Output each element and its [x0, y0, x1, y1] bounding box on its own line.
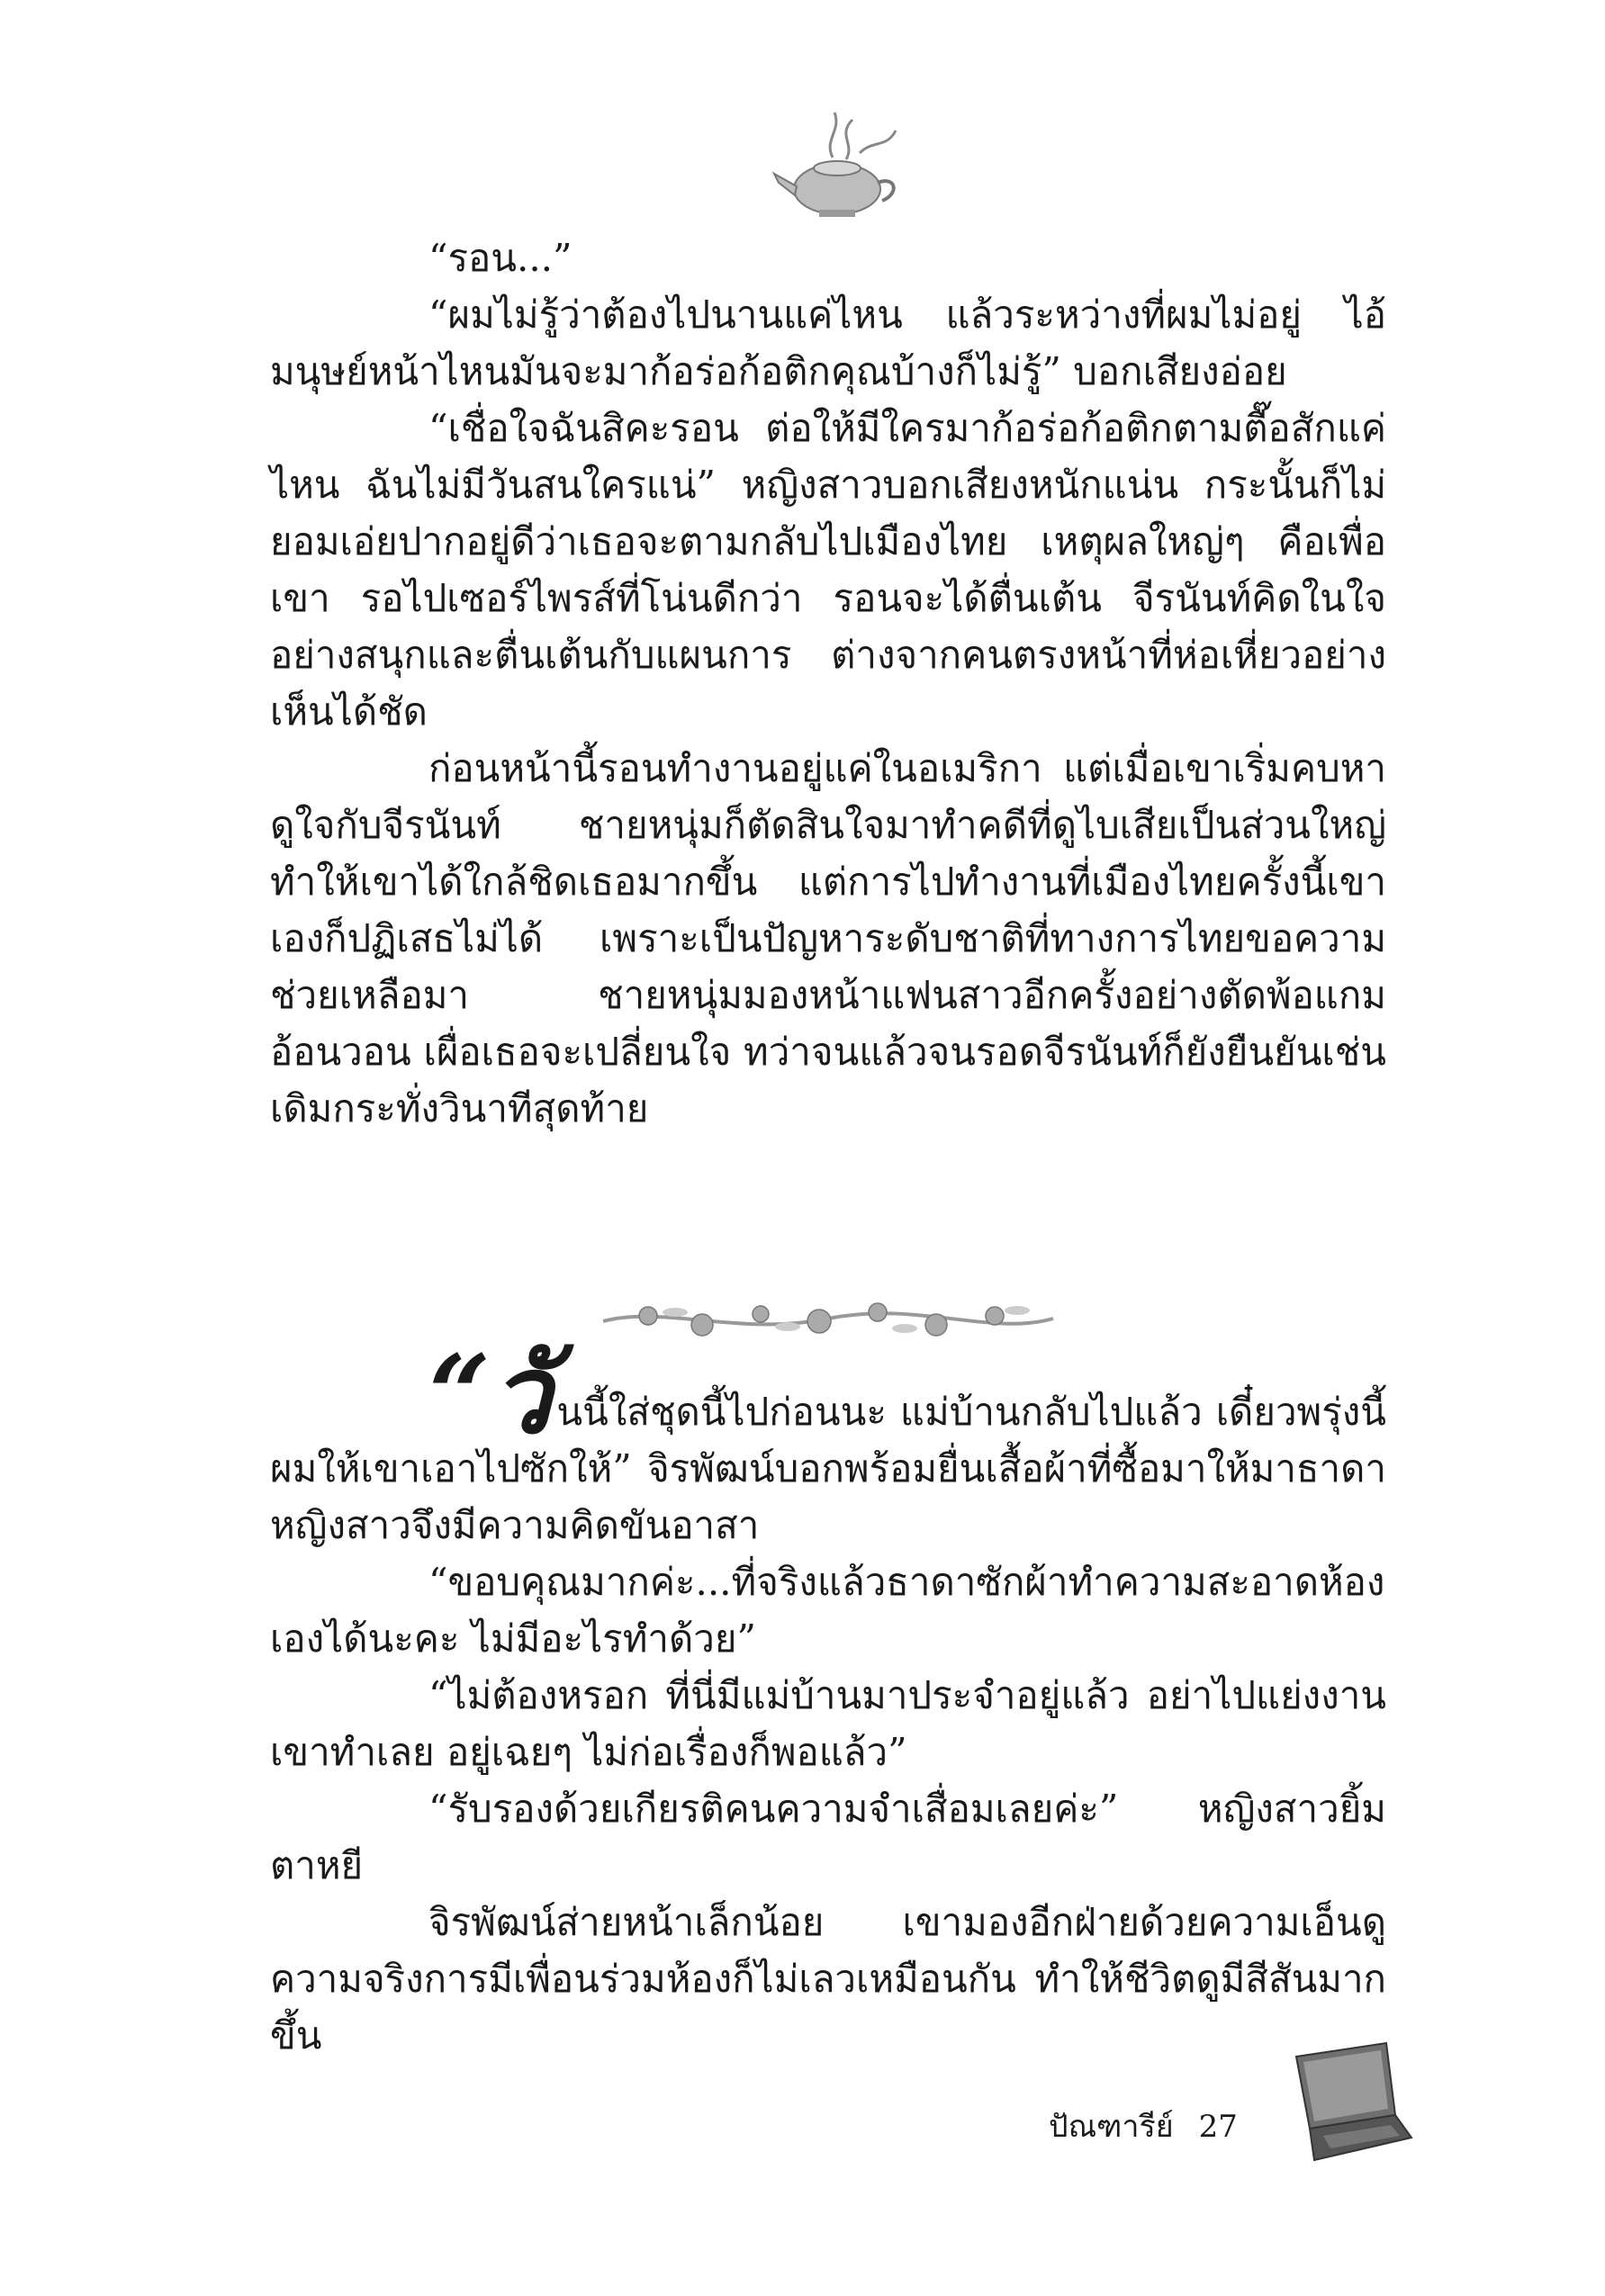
paragraph: “ขอบคุณมากค่ะ...ที่จริงแล้วธาดาซักผ้าทำความสะอาดห้องเองได้นะคะ ไม่มีอะไรทำด้วย”: [270, 1560, 1385, 1661]
paragraph: ก่อนหน้านี้รอนทำงานอยู่แค่ในอเมริกา แต่เมื่อเขาเริ่มคบหาดูใจกับจีรนันท์ ชายหนุ่มก็ตัดสินใจมาทำคดีที่ดูไบเสียเป็นส่วนใหญ่ ทำให้เขาได้ใกล้ชิดเธอมากขึ้น แต่การไปทำงานที่เมืองไทยครั้งนี้เขาเองก็ปฏิเสธไม่ได้ เพราะเป็นปัญหาระดับชาติที่ทางการไทยขอความช่วยเหลือมา ชายหนุ่มมองหน้าแฟนสาวอีกครั้งอย่างตัดพ้อแกมอ้อนวอน เผื่อเธอจะเปลี่ยนใจ ทว่าจนแล้วจนรอดจีรนันท์ก็ยังยืนยันเช่นเดิมกระทั่งวินาทีสุดท้าย: [270, 746, 1386, 1130]
page-number: 27: [1198, 2109, 1238, 2145]
dropcap-letter: “วั: [428, 1331, 552, 1458]
paragraph: “รอน...”: [428, 236, 573, 280]
dropcap-paragraph-text: นนี้ใส่ชุดนี้ไปก่อนนะ แม่บ้านกลับไปแล้ว เดี๋ยวพรุ่งนี้ผมให้เขาเอาไปซักให้” จิรพัฒน์บอกพร้อมยื่นเสื้อผ้าที่ซื้อมาให้มาธาดา หญิงสาวจึงมีความคิดขันอาสา: [270, 1390, 1386, 1547]
paragraph: จิรพัฒน์ส่ายหน้าเล็กน้อย เขามองอีกฝ่ายด้วยความเอ็นดู ความจริงการมีเพื่อนร่วมห้องก็ไม่เลวเหมือนกัน ทำให้ชีวิตดูมีสีสันมากขึ้น: [270, 1900, 1386, 2057]
paragraph: “เชื่อใจฉันสิคะรอน ต่อให้มีใครมาก้อร่อก้อติกตามตื๊อสักแค่ไหน ฉันไม่มีวันสนใครแน่” หญิงสาวบอกเสียงหนักแน่น กระนั้นก็ไม่ยอมเอ่ยปากอยู่ดีว่าเธอจะตามกลับไปเมืองไทย เหตุผลใหญ่ๆ คือเพื่อเขา รอไปเซอร์ไพรส์ที่โน่นดีกว่า รอนจะได้ตื่นเต้น จีรนันท์คิดในใจอย่างสนุกและตื่นเต้นกับแผนการ ต่างจากคนตรงหน้าที่ห่อเหี่ยวอย่างเห็นได้ชัด: [270, 406, 1386, 734]
teapot-ornament-icon: [770, 104, 905, 230]
section-two-text: [270, 1331, 1386, 2064]
paragraph: “ไม่ต้องหรอก ที่นี่มีแม่บ้านมาประจำอยู่แล้ว อย่าไปแย่งงานเขาทำเลย อยู่เฉยๆ ไม่ก่อเรื่องก็พอแล้ว”: [270, 1673, 1386, 1774]
paragraph: “ผมไม่รู้ว่าต้องไปนานแค่ไหน แล้วระหว่างที่ผมไม่อยู่ ไอ้มนุษย์หน้าไหนมันจะมาก้อร่อก้อติกคุณบ้างก็ไม่รู้” บอกเสียงอ่อย: [270, 293, 1386, 393]
dropcap-paragraph: [270, 1331, 1386, 1553]
page-footer: [1049, 2102, 1238, 2150]
paragraph: “รับรองด้วยเกียรติคนความจำเสื่อมเลยค่ะ” หญิงสาวยิ้มตาหยี: [270, 1787, 1386, 1887]
floral-divider-icon: [594, 1287, 1062, 1350]
section-one-text: [270, 230, 1386, 1137]
laptop-icon: [1260, 2039, 1413, 2165]
author-name: ปัณฑารีย์: [1049, 2109, 1174, 2145]
